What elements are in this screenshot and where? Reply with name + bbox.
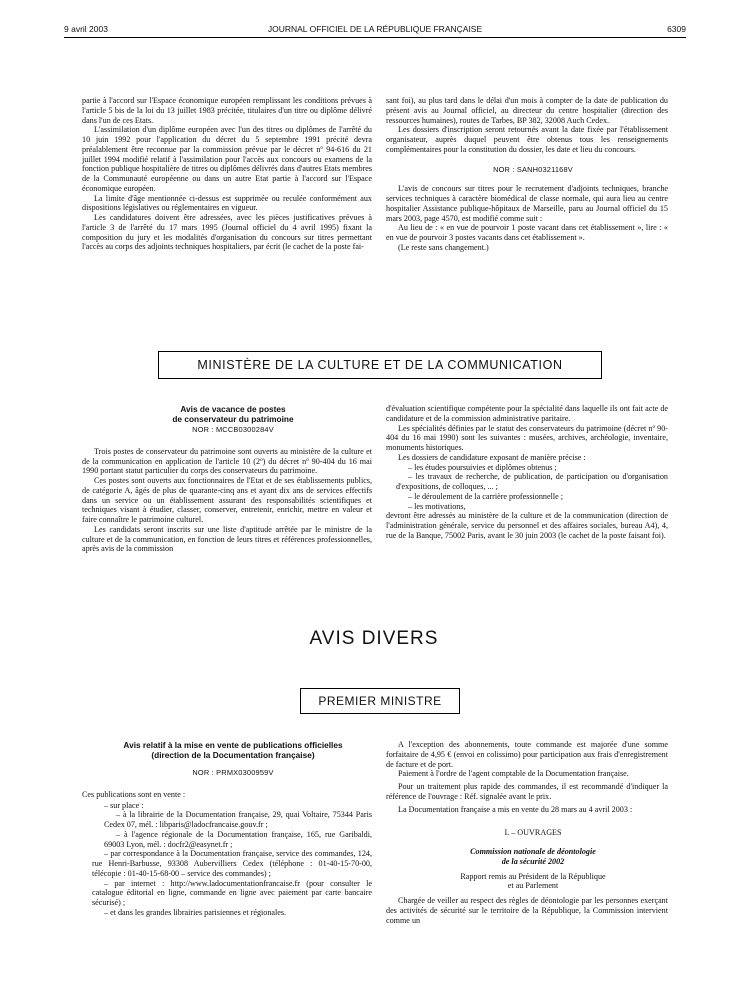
paragraph: L'avis de concours sur titres pour le recrutement d'adjoints techniques, branche services techniques à caractère biomédical de classe normale, qui aura lieu au centre hospitalier Assistance publique-hôpitaux de Marseille, paru au Journal officiel du 15 mars 2003, page 4570, est modifié comme suit : (386, 184, 668, 223)
docfr-left-column (82, 740, 372, 918)
list-item: – les motivations, (408, 501, 466, 511)
section-heading: I. – OUVRAGES (504, 828, 562, 838)
list-item: – par correspondance à la Documentation française, service des commandes, 124, rue Henri-Barbusse, 93308 Aubervilliers Cedex (téléphone : 01-40-15-70-00, télécopie : 01-40-15-68-00 – service des commandes) ; (92, 849, 372, 878)
paragraph: La Documentation française a mis en vente du 28 mars au 4 avril 2003 : (398, 804, 633, 814)
top-left-column (82, 96, 372, 252)
avis-divers-heading: AVIS DIVERS (309, 628, 439, 649)
notice-subtitle: de conservateur du patrimoine (172, 414, 294, 424)
premier-ministre-banner (300, 688, 460, 714)
culture-right-column (386, 404, 668, 541)
paragraph: Chargée de veiller au respect des règles de déontologie par les personnes exerçant des activités de sécurité sur le territoire de la République, la Commission intervient comme un (386, 896, 668, 925)
paragraph: d'évaluation scientifique compétente pour la spécialité dans laquelle ils ont fait acte de candidature et de la commission administrative paritaire. (386, 404, 668, 423)
header-date: 9 avril 2003 (64, 24, 108, 34)
paragraph: La limite d'âge mentionnée ci-dessus est supprimée ou reculée conformément aux dispositions législatives ou réglementaires en vigueur. (82, 193, 372, 213)
commission-subtitle: de la sécurité 2002 (501, 856, 565, 866)
paragraph: Ces publications sont en vente : (82, 789, 186, 799)
paragraph: A l'exception des abonnements, toute commande est majorée d'une somme forfaitaire de 4,95 € (envoi en colissimo) pour participation aux frais d'enregistrement de facture et de port. (386, 740, 668, 769)
rapport-line: et au Parlement (507, 881, 559, 891)
paragraph: Trois postes de conservateur du patrimoine sont ouverts au ministère de la culture et de la communication en application de l'article 10 (2º) du décret nº 90-404 du 16 mai 1990 portant statut particulier du corps des conservateurs du patrimoine. (82, 446, 372, 476)
paragraph: Les dossiers de candidature exposant de manière précise : (398, 452, 586, 462)
culture-left-column (82, 404, 372, 554)
list-item: – à la librairie de la Documentation française, 29, quai Voltaire, 75344 Paris Cedex 07, mél. : libparis@ladocfrancaise.gouv.fr ; (104, 810, 372, 829)
notice-title: Avis relatif à la mise en vente de publications officielles (123, 740, 343, 750)
list-item: – le déroulement de la carrière professionnelle ; (408, 491, 563, 501)
ministry-culture-banner (158, 351, 602, 379)
paragraph: (Le reste sans changement.) (398, 242, 489, 252)
header-journal-title: JOURNAL OFFICIEL DE LA RÉPUBLIQUE FRANÇAISE (267, 24, 483, 34)
top-right-column (386, 96, 668, 253)
list-item: – et dans les grandes librairies parisiennes et régionales. (104, 907, 287, 917)
paragraph: Les candidats seront inscrits sur une liste d'aptitude arrêtée par le ministre de la culture et de la communication, en fonction de leurs titres et références professionnelles, après avis de la commission (82, 524, 372, 554)
paragraph: Les spécialités définies par le statut des conservateurs du patrimoine (décret nº 90-404 du 16 mai 1990) sont les suivantes : musées, archives, archéologie, inventaire, monuments historiques. (386, 423, 668, 452)
list-item: – sur place : (104, 800, 144, 810)
nor-reference: NOR : SANH0321168V (493, 164, 573, 174)
nor-reference: NOR : PRMX0300959V (192, 768, 274, 777)
rapport-line: Rapport remis au Président de la République (460, 871, 606, 881)
header-rule (64, 37, 686, 38)
docfr-right-column (386, 740, 668, 925)
paragraph: partie à l'accord sur l'Espace économique européen remplissant les conditions prévues à l'article 5 bis de la loi du 13 juillet 1983 précitée, titulaires d'un titre ou diplôme délivré dans l'un de ces Etats. (82, 96, 372, 125)
paragraph: L'assimilation d'un diplôme européen avec l'un des titres ou diplômes de l'arrêté du 10 juin 1992 pour l'application du décret du 5 septembre 1991 précité devra préalablement être reconnue par la commission prévue par le décret nº 94-616 du 21 juillet 1994 modifié relatif à l'assimilation pour l'accès aux concours ou examens de la fonction publique hospitalière de titres ou diplômes délivrés dans d'autres Etats membres de la Communauté européenne ou dans un autre Etat partie à l'accord sur l'Espace économique européen. (82, 125, 372, 193)
paragraph: Pour un traitement plus rapide des commandes, il est recommandé d'indiquer la référence de l'ouvrage : Réf. signalée avant le prix. (386, 782, 668, 801)
notice-title: Avis de vacance de postes (180, 404, 286, 414)
list-item: – les études poursuivies et diplômes obtenus ; (408, 462, 557, 472)
paragraph: devront être adressés au ministère de la culture et de la communication (direction de l'administration générale, service du personnel et des affaires sociales, bureau A4), 4, rue de la Banque, 75002 Paris, avant le 30 juin 2003 (le cachet de la poste faisant foi). (386, 511, 668, 540)
paragraph: sant foi), au plus tard dans le délai d'un mois à compter de la date de publication du présent avis au Journal officiel, au directeur du centre hospitalier (direction des ressources humaines), routes de Tarbes, BP 382, 32008 Auch Cedex. (386, 96, 668, 125)
ministry-culture-title: MINISTÈRE DE LA CULTURE ET DE LA COMMUNICATION (197, 358, 563, 372)
header-page-number: 6309 (667, 24, 686, 34)
list-item: – à l'agence régionale de la Documentation française, 165, rue Garibaldi, 69003 Lyon, mél. : docfr2@easynet.fr ; (104, 829, 372, 849)
paragraph: Les dossiers d'inscription seront retournés avant la date fixée par l'établissement organisateur, auprès duquel peuvent être obtenus tous les renseignements complémentaires pour la constitution du dossier, les date et lieu du concours. (386, 125, 668, 154)
paragraph: Paiement à l'ordre de l'agent comptable de la Documentation française. (398, 769, 629, 779)
notice-subtitle: (direction de la Documentation française) (151, 750, 315, 760)
list-item: – les travaux de recherche, de publication, de participation ou d'organisation d'expositions, de colloques, ... ; (396, 472, 668, 491)
paragraph: Les candidatures doivent être adressées, avec les pièces justificatives prévues à l'article 3 de l'arrêté du 17 mars 1995 (Journal officiel du 4 avril 1995) fixant la composition du jury et les modalités d'organisation du concours sur titres permettant l'accès au corps des adjoints techniques hospitaliers, par écrit (le cachet de la poste fai- (82, 213, 372, 252)
list-item: – par internet : http://www.ladocumentationfrancaise.fr (pour consulter le catalogue éditorial en ligne, commande en ligne avec paiement par carte bancaire sécurisé) ; (92, 878, 372, 907)
nor-reference: NOR : MCCB0300284V (192, 425, 274, 434)
paragraph: Au lieu de : « en vue de pourvoir 1 poste vacant dans cet établissement », lire : « en vue de pourvoir 3 postes vacants dans cet établissement ». (386, 223, 668, 242)
premier-ministre-title: PREMIER MINISTRE (318, 694, 442, 708)
paragraph: Ces postes sont ouverts aux fonctionnaires de l'Etat et de ses établissements publics, de catégorie A, âgés de plus de quarante-cinq ans et ayant dix ans de services effectifs dans un service ou un établissement assurant des responsabilités scientifiques et techniques visant à étudier, classer, conserver, entretenir, enrichir, mettre en valeur et faire connaître le patrimoine culturel. (82, 476, 372, 524)
commission-title: Commission nationale de déontologie (470, 847, 596, 856)
